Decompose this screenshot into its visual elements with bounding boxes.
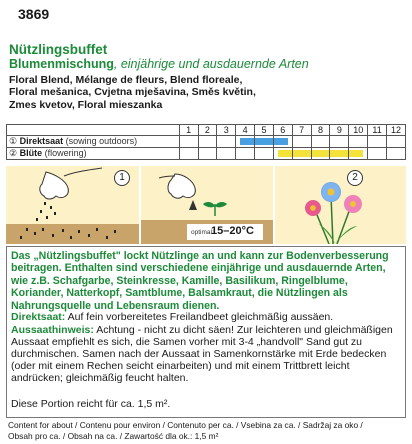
sowing-calendar	[6, 124, 406, 160]
row-label: Blüte	[19, 148, 43, 158]
row-sublabel: (sowing outdoors)	[65, 136, 138, 146]
step-one-marker: 1	[114, 170, 130, 186]
row-label: Direktsaat	[19, 136, 64, 146]
month-header: 6	[273, 125, 292, 136]
month-header: 3	[217, 125, 236, 136]
calendar-period-bar	[330, 150, 348, 157]
month-header: 12	[386, 125, 405, 136]
intro-text: Das „Nützlingsbuffet" lockt Nützlinge an und kann zur Bodenverbesserung beitragen. Enthalten sind verschiedene einjährige und ausdauernde Arten, wie z.B. Schafgarbe, Steinkresse, Kamille, Basilikum, Ringelblume, Koriander, Natterkopf, Samtblume, Balsamkraut, die Nützlingen als Nahrungsquelle und Lebensraum dienen.	[11, 250, 389, 312]
footer-line: Content for about / Contenu pour environ / Contenuto per ca. / Vsebina za ca. / Sadržaj za oko /	[8, 420, 363, 430]
month-header: 9	[330, 125, 349, 136]
content-footer	[8, 420, 363, 442]
name-line: Floral Blend, Mélange de fleurs, Blend floreale,	[9, 74, 243, 86]
month-header: 10	[349, 125, 368, 136]
translated-names	[9, 74, 256, 111]
calendar-period-bar	[274, 138, 288, 145]
footer-line: Obsah pro ca. / Obsah na ca. / Zawartość dla ok.: 1,5 m²	[8, 430, 219, 441]
calendar-period-bar	[240, 138, 254, 145]
direct-sowing-label: Direktsaat:	[11, 311, 66, 323]
subtitle-rest: , einjährige und ausdauernde Arten	[113, 57, 309, 71]
sowing-hint-text	[11, 324, 403, 384]
month-header: 11	[368, 125, 387, 136]
calendar-row-label	[7, 148, 180, 160]
name-line: Zmes kvetov, Floral mieszanka	[9, 98, 163, 111]
month-header: 2	[198, 125, 217, 136]
flower-illustration	[275, 166, 406, 244]
direct-sowing-body: Auf fein vorbereitetes Freilandbeet gleichmäßig aussäen.	[65, 311, 334, 323]
sowing-panel	[6, 166, 139, 244]
row-sublabel: (flowering)	[44, 148, 87, 158]
month-header: 7	[292, 125, 311, 136]
sowing-hint-label: Aussaathinweis:	[11, 324, 94, 336]
calendar-row-flowering	[7, 148, 406, 160]
article-number: 3869	[18, 6, 50, 22]
calendar-period-bar	[312, 150, 330, 157]
flowering-panel	[275, 166, 406, 244]
calendar-header-row	[7, 125, 406, 136]
title-block	[9, 42, 309, 72]
name-line: Floral mešanica, Cvjetna mješavina, Směs květin,	[9, 86, 256, 99]
sowing-hint-body: Achtung - nicht zu dicht säen! Zur leichteren und gleichmäßigen Aussaat empfiehlt es sich, die Samen vorher mit 3-4 „handvoll" Sand gut zu durchmischen. Samen nach der Aussaat in Samenkornstärke mit Erde bedecken (oder mit einem Rechen seicht einarbeiten) und mit einem Trittbrett leicht andrücken; gleichmäßig feucht halten.	[11, 324, 393, 385]
calendar-period-bar	[349, 150, 363, 157]
product-subtitle	[9, 57, 309, 72]
step-two-marker: 2	[347, 170, 363, 186]
optimal-temperature: 15–20°C	[211, 225, 254, 237]
portion-text: Diese Portion reicht für ca. 1,5 m².	[11, 398, 171, 410]
calendar-period-bar	[255, 138, 273, 145]
product-title: Nützlingsbuffet	[9, 42, 108, 57]
calendar-period-bar	[278, 150, 292, 157]
row-number: ①	[9, 136, 18, 146]
calendar-row-sowing	[7, 136, 406, 148]
month-header: 5	[255, 125, 274, 136]
month-header: 8	[311, 125, 330, 136]
month-header: 4	[236, 125, 255, 136]
calendar-corner	[7, 125, 180, 136]
calendar-period-bar	[293, 150, 311, 157]
optimal-label: optimal:	[191, 229, 214, 236]
description-box	[6, 246, 406, 418]
sowing-hand-illustration	[6, 166, 139, 244]
instruction-illustrations	[6, 166, 406, 244]
month-header: 1	[179, 125, 198, 136]
row-number: ②	[9, 148, 18, 158]
direct-sowing-text	[11, 311, 403, 323]
germination-panel	[141, 166, 273, 244]
subtitle-bold: Blumenmischung	[9, 57, 114, 71]
calendar-row-label	[7, 136, 180, 148]
